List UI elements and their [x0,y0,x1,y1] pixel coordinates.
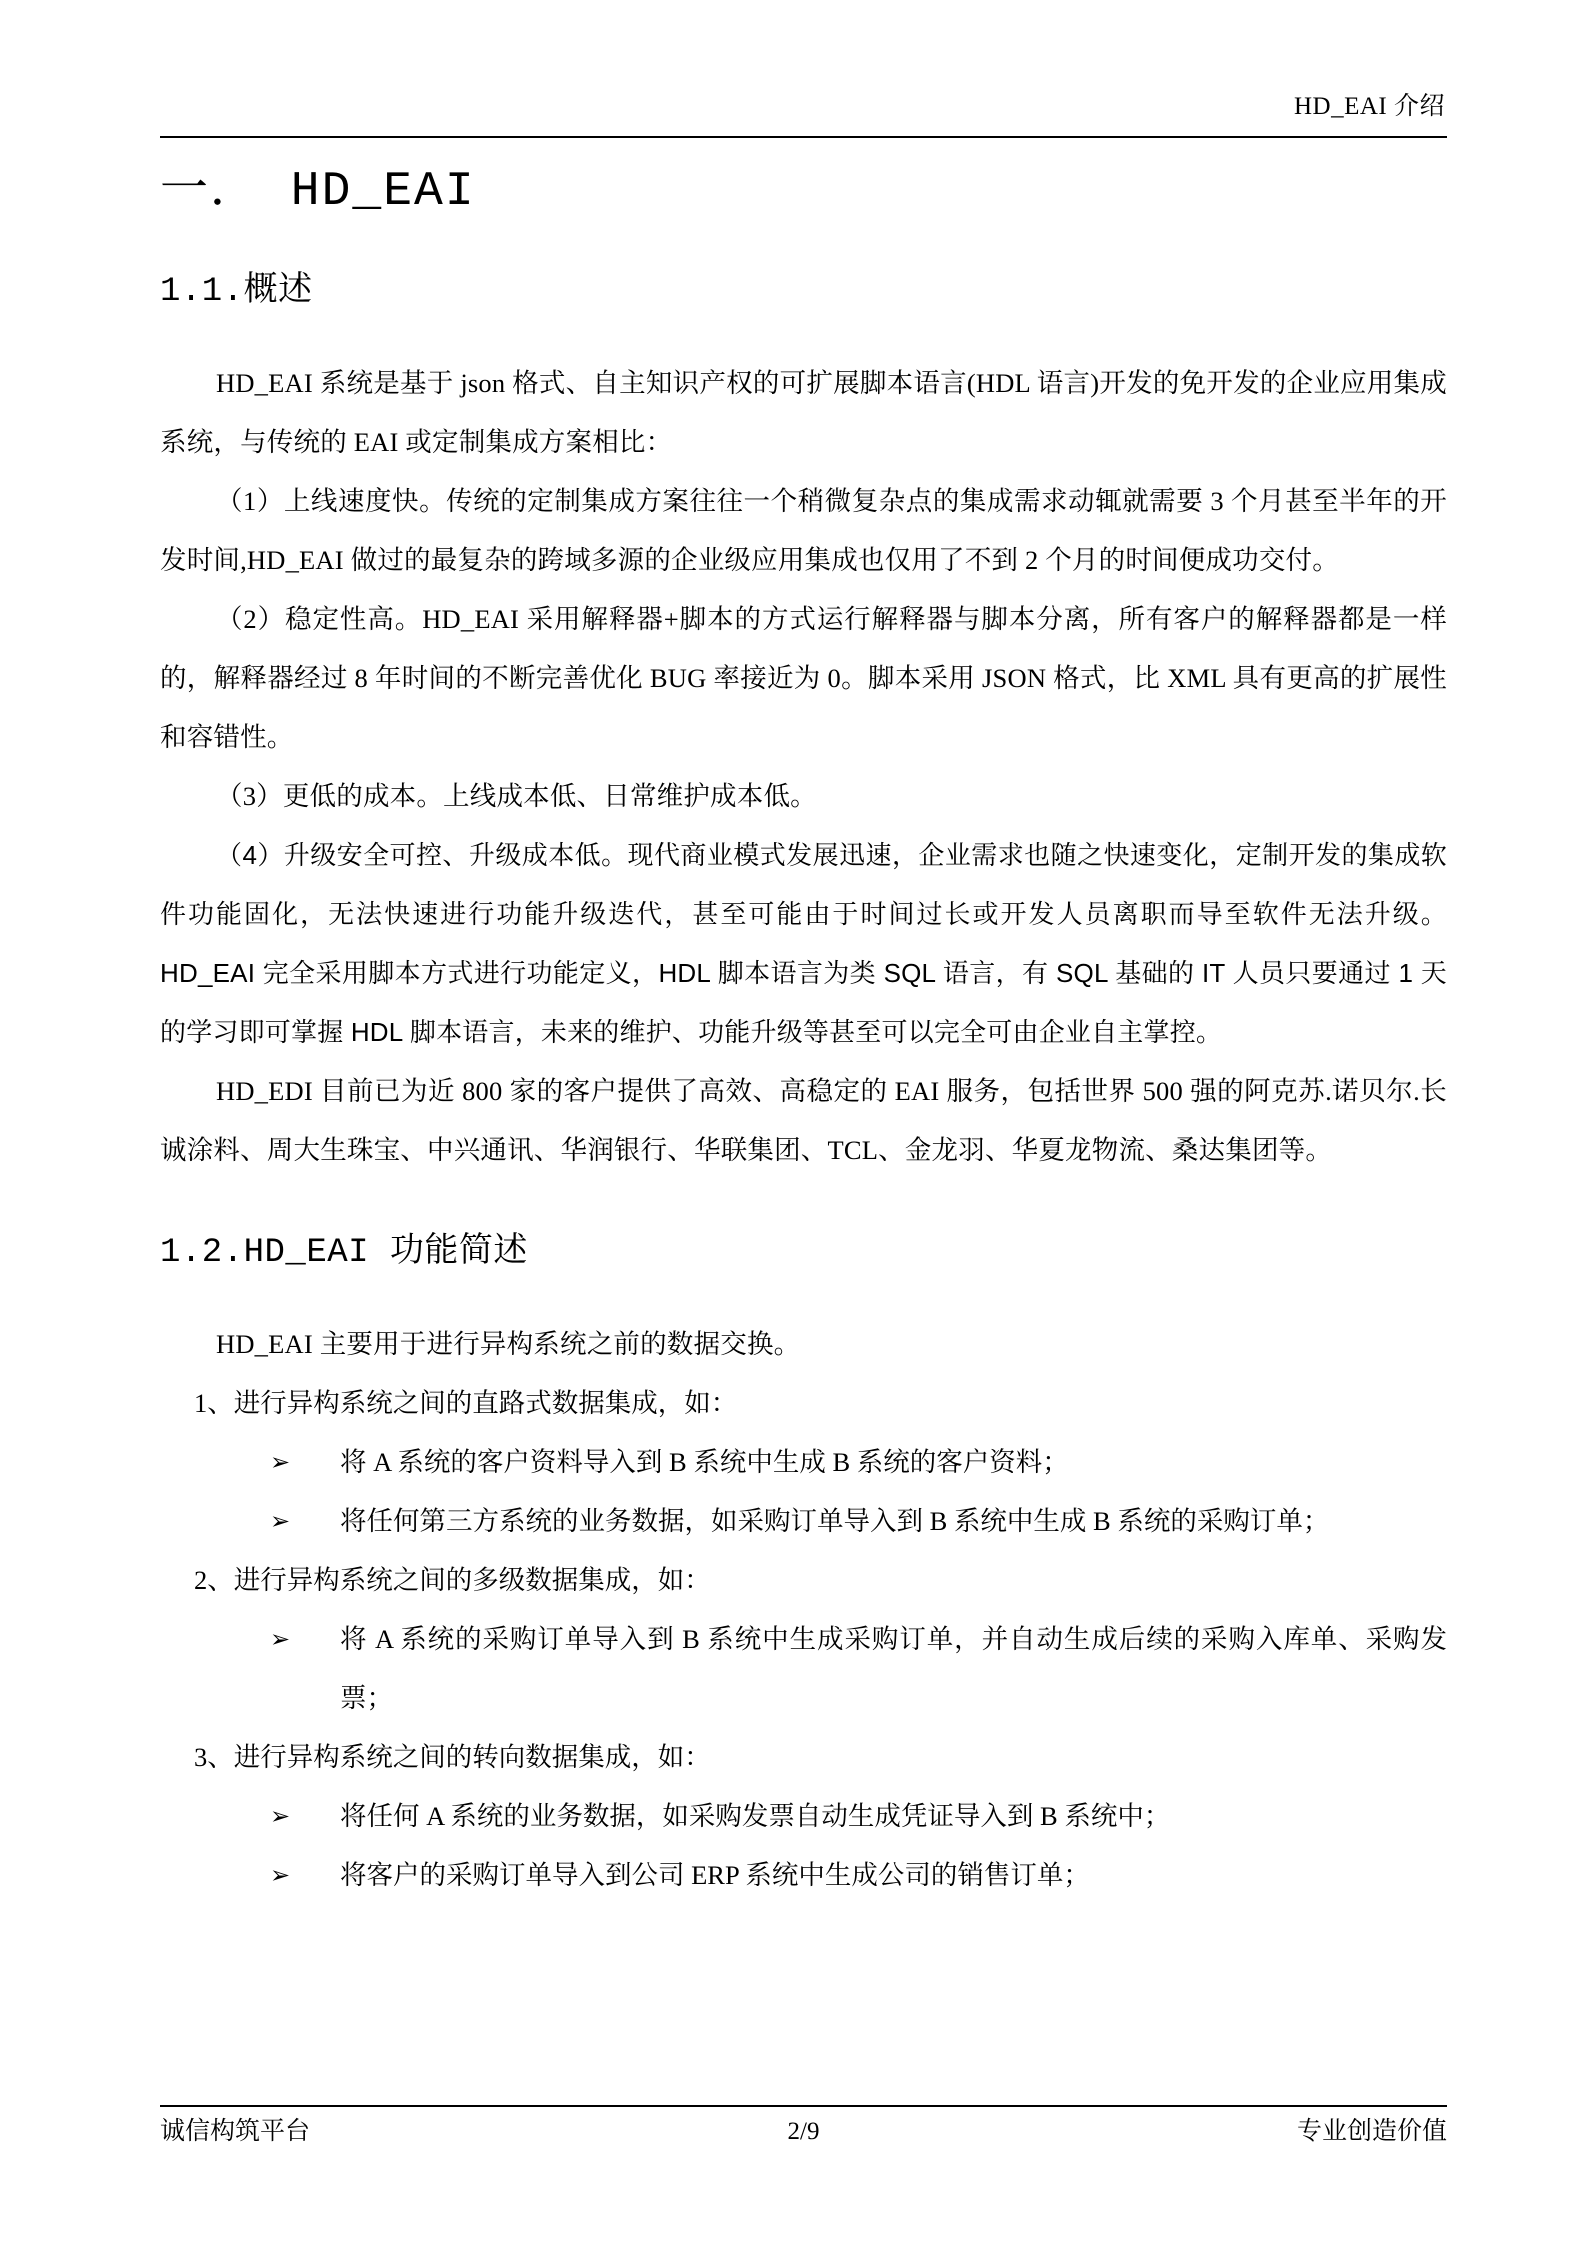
header-rule [160,136,1447,138]
list-item [160,1846,1447,1905]
paragraph-advantage-3: （3）更低的成本。上线成本低、日常维护成本低。 [216,780,817,811]
footer-left-text: 诚信构筑平台 [160,2118,311,2145]
bullet-arrow-icon: ➢ [270,1801,291,1830]
list-item: 2、进行异构系统之间的多级数据集成，如： [194,1564,711,1595]
paragraph-customers: HD_EDI 目前已为近 800 家的客户提供了高效、高稳定的 EAI 服务，包括世界 500 强的阿克苏.诺贝尔.长诚涂料、周大生珠宝、中兴通讯、华润银行、华联集团、TCL、金龙羽、华夏龙物流、桑达集团等。 [160,1075,1447,1165]
list-item-label: 将客户的采购订单导入到公司 ERP 系统中生成公司的销售订单； [340,1859,1090,1890]
list-item [160,1610,1447,1728]
bullet-arrow-icon: ➢ [270,1506,291,1535]
bullet-arrow-icon: ➢ [270,1447,291,1476]
footer-right-text: 专业创造价值 [1296,2118,1447,2145]
list-item-label: 将 A 系统的客户资料导入到 B 系统中生成 B 系统的客户资料； [340,1446,1069,1477]
paragraph-advantage-1: （1）上线速度快。传统的定制集成方案往往一个稍微复杂点的集成需求动辄就需要 3 个月甚至半年的开发时间,HD_EAI 做过的最复杂的跨域多源的企业级应用集成也仅用了不到 2 个月的时间便成功交付。 [160,485,1447,575]
list-item [160,1492,1447,1551]
paragraph-overview-intro: HD_EAI 系统是基于 json 格式、自主知识产权的可扩展脚本语言(HDL 语言)开发的免开发的企业应用集成系统，与传统的 EAI 或定制集成方案相比： [160,367,1447,457]
bullet-arrow-icon: ➢ [270,1624,291,1653]
bullet-arrow-icon: ➢ [270,1860,291,1889]
list-item-label: 将 A 系统的采购订单导入到 B 系统中生成采购订单，并自动生成后续的采购入库单、采购发票； [340,1623,1447,1713]
list-item: 3、进行异构系统之间的转向数据集成，如： [194,1741,711,1772]
header-title: HD_EAI 介绍 [1293,93,1445,120]
page-footer [160,2105,1447,2149]
footer-rule [160,2105,1447,2107]
list-item [160,1433,1447,1492]
section-heading-1-2: 1.2.HD_EAI 功能简述 [160,1233,528,1272]
paragraph-advantage-2: （2）稳定性高。HD_EAI 采用解释器+脚本的方式运行解释器与脚本分离，所有客户的解释器都是一样的，解释器经过 8 年时间的不断完善优化 BUG 率接近为 0。脚本采用 JSON 格式，比 XML 具有更高的扩展性和容错性。 [160,603,1447,752]
list-item [160,1787,1447,1846]
paragraph-function-intro: HD_EAI 主要用于进行异构系统之前的数据交换。 [216,1328,801,1359]
document-body [160,150,1447,1905]
paragraph-advantage-4: （4）升级安全可控、升级成本低。现代商业模式发展迅速，企业需求也随之快速变化，定制开发的集成软件功能固化，无法快速进行功能升级迭代，甚至可能由于时间过长或开发人员离职而导至软件无法升级。HD_EAI 完全采用脚本方式进行功能定义，HDL 脚本语言为类 SQL 语言，有 SQL 基础的 IT 人员只要通过 1 天的学习即可掌握 HDL 脚本语言，未来的维护、功能升级等甚至可以完全可由企业自主掌控。 [160,839,1447,1047]
list-item-label: 将任何第三方系统的业务数据，如采购订单导入到 B 系统中生成 B 系统的采购订单； [340,1505,1330,1536]
list-item: 1、进行异构系统之间的直路式数据集成，如： [194,1387,738,1418]
page-header [160,92,1447,134]
section-heading-1-1: 1.1.概述 [160,272,313,311]
list-item-label: 将任何 A 系统的业务数据，如采购发票自动生成凭证导入到 B 系统中； [340,1800,1171,1831]
page-number: 2/9 [787,2118,820,2145]
chapter-title: 一． HD_EAI [160,165,476,219]
